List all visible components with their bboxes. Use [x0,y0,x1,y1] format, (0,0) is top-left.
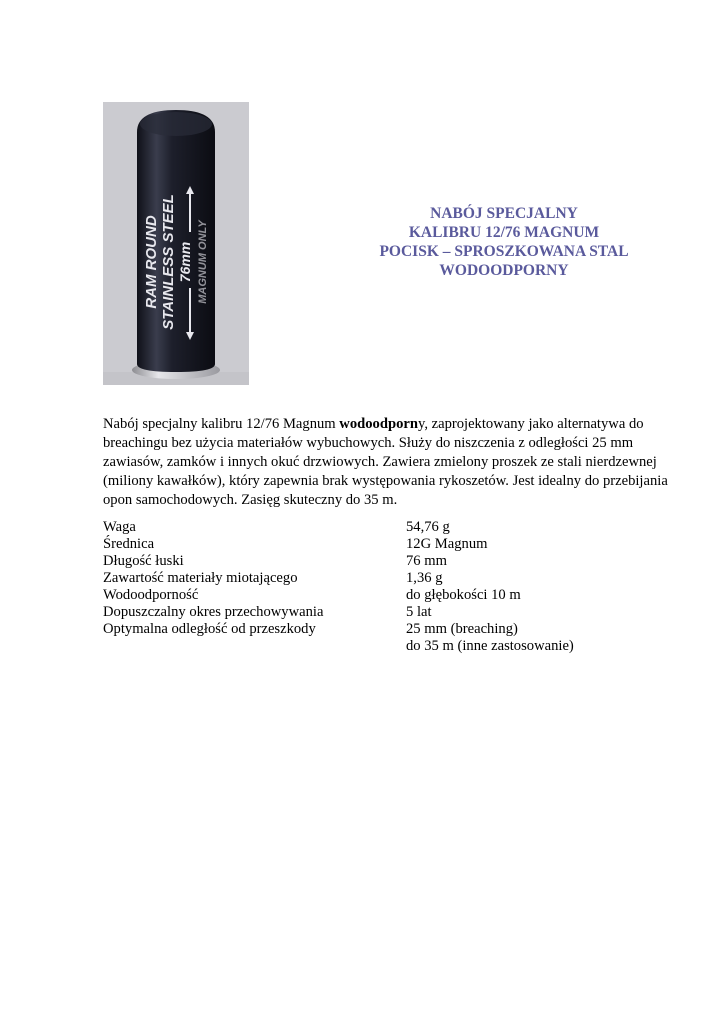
spec-value: 5 lat [406,604,432,620]
cartridge-photo [103,102,249,385]
spec-row-distance-extra [103,638,673,655]
cartridge-illustration [103,102,249,385]
spec-value: do 35 m (inne zastosowanie) [406,638,574,654]
intro-text-rest: y, zaprojektowany jako alternatywa do breachingu bez użycia materiałów wybuchowych. Służy do niszczenia z odległości 25 mm zawiasów, zamków i innych okuć drzwiowych. Zawiera zmielony proszek ze stali nierdzewnej (miliony kawałków), który zapewnia brak występowania rykoszetów. Jest idealny do przebijania opon samochodowych. Zasięg skuteczny do 35 m. [103,416,668,508]
spec-label: Długość łuski [103,553,184,569]
intro-paragraph [103,415,673,510]
spec-row-storage [103,604,673,621]
spec-label: Średnica [103,536,155,552]
spec-value: do głębokości 10 m [406,587,521,603]
spec-label: Dopuszczalny okres przechowywania [103,604,324,620]
spec-label: Zawartość materiały miotającego [103,570,298,586]
spec-label: Wodoodporność [103,587,199,603]
cartridge-text-ram-round: RAM ROUND [143,215,160,309]
spec-row-propellant [103,570,673,587]
cartridge-text-76mm: 76mm [177,241,193,283]
spec-value: 54,76 g [406,519,450,535]
spec-table [103,519,673,655]
spec-row-weight [103,519,673,536]
title-line-3: POCISK – SPROSZKOWANA STAL [379,243,629,260]
cartridge-text-magnum: MAGNUM ONLY [197,220,209,304]
spec-value: 12G Magnum [406,536,488,552]
title-line-1: NABÓJ SPECJALNY [430,205,578,222]
spec-row-waterproof [103,587,673,604]
spec-row-distance [103,621,673,638]
spec-value: 76 mm [406,553,447,569]
spec-value: 25 mm (breaching) [406,621,518,637]
intro-bold-word: wodoodporn [339,416,418,432]
intro-text-start: Nabój specjalny kalibru 12/76 Magnum [103,416,340,432]
spec-value: 1,36 g [406,570,443,586]
document-title [340,204,668,280]
spec-label: Waga [103,519,136,535]
title-line-2: KALIBRU 12/76 MAGNUM [408,224,600,241]
spec-row-length [103,553,673,570]
title-line-4: WODOODPORNY [439,262,569,279]
spec-label: Optymalna odległość od przeszkody [103,621,316,637]
cartridge-text-stainless: STAINLESS STEEL [160,194,177,330]
spec-row-diameter [103,536,673,553]
